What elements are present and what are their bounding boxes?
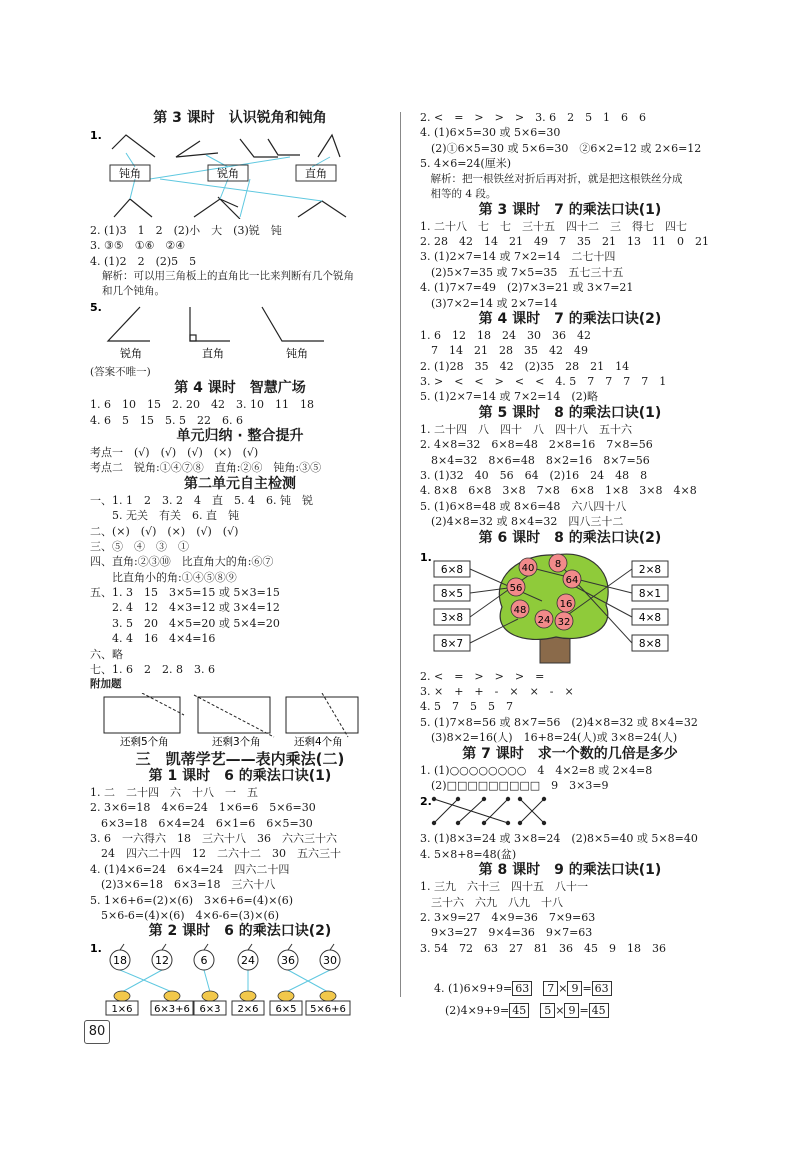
answer-line: 2. 4 12 4×3=12 或 3×4=12: [90, 601, 280, 615]
answer-line: 4. (1)4×6=24 6×4=24 四六二十四: [90, 862, 290, 876]
answer-line: 3. 6 一六得六 18 三六十八 36 六六三十六: [90, 831, 337, 845]
apple-stem: [330, 944, 334, 950]
section-heading: 第 4 课时 智慧广场: [174, 380, 306, 397]
cut-label: 还剩4个角: [294, 735, 343, 747]
answer-box: 63: [512, 981, 532, 996]
answer-line: (2)□□□□□□□□□ 9 3×3=9: [420, 778, 609, 792]
answer-box: 7: [543, 981, 558, 996]
answer-line: 1. 6 10 15 2. 20 42 3. 10 11 18: [90, 398, 314, 412]
drawn-label: 直角: [202, 347, 224, 361]
apple-stem: [248, 944, 252, 950]
column-divider: [400, 112, 401, 997]
tree-apple-number: 48: [513, 604, 527, 616]
q2-number: 2.: [420, 795, 432, 809]
apple-number: 6: [200, 954, 208, 968]
answer-line: 8×4=32 8×6=48 8×2=16 8×7=56: [420, 453, 650, 467]
answer-line: 3. ③⑤ ①⑥ ②④: [90, 239, 186, 253]
section-heading: 第 4 课时 7 的乘法口诀(2): [478, 310, 662, 327]
answer-line: 3. (1)8×3=24 或 3×8=24 (2)8×5=40 或 5×8=40: [420, 832, 698, 846]
explanation: 相等的 4 段。: [420, 187, 497, 200]
answer-line: 4. (1)7×7=49 (2)7×3=21 或 3×7=21: [420, 281, 634, 295]
section-heading: 第 7 课时 求一个数的几倍是多少: [462, 745, 678, 762]
answer-line: (3)8×2=16(人) 16+8=24(人)或 3×8=24(人): [420, 731, 678, 745]
answer-line: 5×6-6=(4)×(6) 4×6-6=(3)×(6): [90, 908, 280, 922]
answer-box: 45: [509, 1003, 529, 1018]
tree-right-label: 2×8: [638, 563, 662, 576]
answer-line: 七、1. 6 2 2. 8 3. 6: [90, 663, 215, 677]
answer-line: 1. 二 二十四 六 十八 一 五: [90, 785, 258, 799]
dot-matching-figure: [420, 793, 720, 827]
tree-left-label: 6×8: [440, 563, 464, 576]
answer-line: 二、(×) (√) (×) (√) (√): [90, 524, 239, 538]
q1-number: 1.: [420, 550, 432, 564]
section-heading: 第 2 课时 6 的乘法口诀(2): [148, 923, 332, 940]
answer-line: 五、1. 3 15 3×5=15 或 5×3=15: [90, 586, 280, 600]
answer-line: 3. × + + - × × - ×: [420, 684, 574, 698]
answer-line: 1. (1)○○○○○○○○ 4 4×2=8 或 2×4=8: [420, 763, 653, 777]
drawn-angles-figure: [90, 299, 390, 361]
section-heading: 第 8 课时 9 的乘法口诀(1): [478, 862, 662, 879]
apple-bee-matching-figure: [90, 940, 390, 1016]
tree-right-label: 4×8: [638, 611, 662, 624]
right-column: [420, 110, 720, 1018]
bee-label: 5×6+6: [310, 1004, 346, 1016]
answer-line: 三、⑤ ④ ③ ①: [90, 539, 189, 553]
answer-line: 考点一 (√) (√) (√) (×) (√): [90, 445, 259, 459]
answer-line: 三十六 六九 八九 十八: [420, 895, 563, 909]
answer-box: 9: [567, 981, 582, 996]
apple-stem: [204, 944, 208, 950]
tree-apple-number: 64: [565, 574, 579, 586]
q1-number: 1.: [90, 942, 102, 956]
cut-rectangles-figure: [90, 693, 390, 747]
answer-box: 45: [589, 1003, 609, 1018]
bee-icon: [202, 991, 218, 1001]
tree-apple-number: 24: [537, 614, 551, 626]
answer-line: 5. (1)2×7=14 或 7×2=14 (2)略: [420, 390, 599, 404]
answer-line: 2. 3×6=18 4×6=24 1×6=6 5×6=30: [90, 801, 316, 815]
explanation: 解析：把一根铁丝对折后再对折，就是把这根铁丝分成: [420, 172, 683, 185]
answer-line: 2. < = > > > =: [420, 669, 545, 683]
answer-line: (2)4×8=32 或 8×4=32 四八三十二: [420, 515, 624, 529]
q5-number: 5.: [90, 301, 102, 315]
bee-icon: [114, 991, 130, 1001]
answer-line: 6×3=18 6×4=24 6×1=6 6×5=30: [90, 816, 313, 830]
apple-number: 12: [155, 954, 169, 968]
bee-icon: [240, 991, 256, 1001]
section-heading: 第 6 课时 8 的乘法口诀(2): [478, 529, 662, 546]
answer-line: 六、略: [90, 647, 123, 661]
bee-label: 6×3+6: [154, 1004, 190, 1016]
drawn-label: 锐角: [120, 347, 142, 361]
bee-icon: [278, 991, 294, 1001]
expr: 4. (1)6×9+9=: [434, 982, 513, 996]
tree-apple-number: 16: [559, 598, 573, 610]
tree-left-label: 3×8: [440, 611, 464, 624]
extra-title: 附加题: [90, 678, 122, 691]
label-acute: 锐角: [217, 167, 239, 180]
answer-line: 比直角小的角:①④⑤⑧⑨: [90, 570, 237, 584]
answer-line: (3)7×2=14 或 2×7=14: [420, 296, 558, 310]
answer-line: 2. < = > > > 3. 6 2 5 1 6 6: [420, 111, 647, 124]
answer-line: 5. 1×6+6=(2)×(6) 3×6+6=(4)×(6): [90, 893, 294, 907]
answer-line: 1. 6 12 18 24 30 36 42: [420, 328, 591, 342]
answer-line: 9×3=27 9×4=36 9×7=63: [420, 926, 593, 940]
section-heading: 第 1 课时 6 的乘法口诀(1): [148, 767, 332, 784]
page-number: 80: [84, 1020, 110, 1044]
answer-line: 一、1. 1 2 3. 2 4 直 5. 4 6. 钝 锐: [90, 493, 313, 507]
answer-line: 3. 5 20 4×5=20 或 5×4=20: [90, 616, 280, 630]
answer-line: 2. 28 42 14 21 49 7 35 21 13 11 0 21: [420, 234, 709, 248]
tree-apple-number: 8: [554, 558, 562, 570]
bee-label: 6×5: [275, 1004, 297, 1016]
answer-box: 9: [564, 1003, 579, 1018]
answer-line: 7 14 21 28 35 42 49: [420, 344, 588, 358]
answer-line: (2)3×6=18 6×3=18 三六十八: [90, 878, 276, 892]
tree-apple-number: 56: [509, 582, 523, 594]
bee-label: 6×3: [199, 1004, 221, 1016]
answer-line: 5. (1)7×8=56 或 8×7=56 (2)4×8=32 或 8×4=32: [420, 715, 698, 729]
section-heading: 第 3 课时 认识锐角和钝角: [153, 110, 327, 126]
answer-line: 5. (1)6×8=48 或 8×6=48 六八四十八: [420, 499, 627, 513]
answer-line: 2. 4×8=32 6×8=48 2×8=16 7×8=56: [420, 438, 653, 452]
explanation: 解析：可以用三角板上的直角比一比来判断有几个锐角: [102, 270, 354, 283]
answer-line: 1. 二十四 八 四十 八 四十八 五十六: [420, 422, 632, 436]
section-heading: 第 5 课时 8 的乘法口诀(1): [478, 404, 662, 421]
answer-line: 2. 3×9=27 4×9=36 7×9=63: [420, 910, 596, 924]
answer-line: 4. 4 16 4×4=16: [90, 632, 216, 646]
bee-icon: [164, 991, 180, 1001]
tree-apple-number: 32: [557, 616, 571, 628]
answer-line: 考点二 锐角:①④⑦⑧ 直角:②⑥ 钝角:③⑤: [90, 461, 322, 475]
q1-number: 1.: [90, 129, 102, 142]
label-right: 直角: [305, 167, 327, 180]
tree-apple-number: 40: [521, 562, 535, 574]
cut-label: 还剩5个角: [120, 735, 169, 747]
answer-line: 3. 54 72 63 27 81 36 45 9 18 36: [420, 941, 666, 955]
explanation: 和几个钝角。: [102, 285, 165, 298]
section-heading: 单元归纳 · 整合提升: [176, 427, 304, 444]
apple-number: 18: [113, 954, 127, 968]
drawn-label: 钝角: [286, 347, 308, 361]
expr: (2)4×9+9=: [434, 1004, 510, 1018]
tree-left-label: 8×7: [440, 637, 464, 650]
label-obtuse: 钝角: [119, 167, 141, 180]
cut-label: 还剩3个角: [212, 735, 261, 747]
answer-line: 4. (1)2 2 (2)5 5: [90, 254, 197, 268]
tree-right-label: 8×8: [638, 637, 662, 650]
left-column: [90, 110, 390, 1020]
answer-line-boxes: (2)4×9+9= 45 5 × 9 = 45: [420, 978, 720, 1000]
apple-number: 36: [281, 954, 295, 968]
bee-label: 1×6: [111, 1004, 133, 1016]
unit-heading: 三 凯蒂学艺——表内乘法(二): [135, 749, 345, 768]
answer-line: 4. 6 5 15 5. 5 22 6. 6: [90, 413, 243, 427]
answer-line: 1. 二十八 七 七 三十五 四十二 三 得七 四七: [420, 219, 687, 233]
answer-line: (2)①6×5=30 或 5×6=30 ②6×2=12 或 2×6=12: [420, 141, 702, 155]
answer-line: 4. (1)6×5=30 或 5×6=30: [420, 126, 561, 140]
answer-box: 5: [540, 1003, 555, 1018]
answer-line: 3. (1)32 40 56 64 (2)16 24 48 8: [420, 469, 648, 483]
apple-number: 30: [323, 954, 337, 968]
answer-line: (2)5×7=35 或 7×5=35 五七三十五: [420, 265, 624, 279]
tree-right-label: 8×1: [638, 587, 662, 600]
answer-line: 24 四六二十四 12 二六十二 30 五六三十: [90, 847, 341, 861]
section-heading: 第 3 课时 7 的乘法口诀(1): [478, 201, 662, 218]
answer-line: 3. > < < > < < 4. 5 7 7 7 7 1: [420, 375, 667, 389]
answer-line: 4. 5×8+8=48(盆): [420, 847, 517, 861]
answer-line: 5. 无关 有关 6. 直 钝: [90, 509, 239, 523]
apple-tree-figure: [420, 547, 720, 665]
answer-line-boxes: 4. (1)6×9+9= 63 7 × 9 = 63: [420, 956, 720, 978]
apple-stem: [162, 944, 166, 950]
answer-line: 2. (1)28 35 42 (2)35 28 21 14: [420, 359, 630, 373]
answer-line: 1. 三九 六十三 四十五 八十一: [420, 880, 588, 894]
tree-left-label: 8×5: [440, 587, 464, 600]
answer-line: 4. 5 7 5 5 7: [420, 700, 513, 714]
apple-stem: [288, 944, 292, 950]
answer-line: 4. 8×8 6×8 3×8 7×8 6×8 1×8 3×8 4×8: [420, 484, 697, 498]
answer-line: 2. (1)3 1 2 (2)小 大 (3)锐 钝: [90, 224, 282, 237]
bee-label: 2×6: [237, 1004, 259, 1016]
apple-number: 24: [241, 954, 255, 968]
bee-icon: [320, 991, 336, 1001]
section-heading: 第二单元自主检测: [184, 475, 296, 492]
answer-line: 5. 4×6=24(厘米): [420, 157, 512, 171]
apple-stem: [120, 944, 124, 950]
answer-box: 63: [592, 981, 612, 996]
answer-note: (答案不唯一): [90, 366, 151, 379]
answer-line: 3. (1)2×7=14 或 7×2=14 二七十四: [420, 250, 616, 264]
angle-matching-figure: [90, 127, 390, 219]
answer-line: 四、直角:②③⑩ 比直角大的角:⑥⑦: [90, 555, 274, 569]
